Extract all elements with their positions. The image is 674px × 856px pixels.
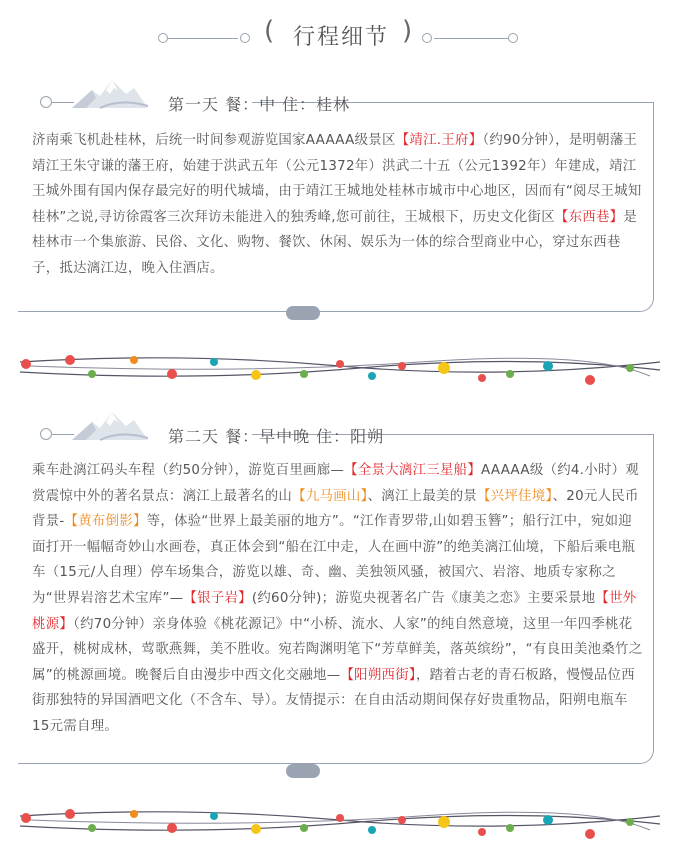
day-title: 第二天 餐：早中晚 住：阳朔 [168, 427, 385, 446]
highlight-place: 【黄布倒影】 [64, 514, 147, 530]
text-run: 济南乘飞机赴桂林，后统一时间参观游览国家AAAAA级景区 [32, 133, 396, 148]
text-run: 是桂林市一个集旅游、民俗、文化、购物、餐饮、休闲、娱乐为一体的综合型商业中心，穿过东西巷子，抵达漓江边，晚入住酒店。 [32, 209, 638, 276]
highlight-place: 【世外桃源】 [32, 590, 637, 632]
garland-divider [0, 348, 674, 388]
highlight-place: 【全景大漓江三星船】 [344, 463, 482, 478]
section-header [0, 14, 674, 60]
text-run: 、漓江上最美的景 [367, 488, 478, 504]
text-run: 乘车赴漓江码头车程（约50分钟），游览百里画廊— [32, 463, 345, 478]
highlight-place: 【银子岩】 [183, 590, 252, 606]
garland-divider [0, 802, 674, 842]
card-pill [286, 306, 320, 320]
highlight-place: 【东西巷】 [554, 209, 624, 225]
day-title: 第一天 餐：中 住：桂林 [168, 95, 351, 114]
header-dot-left-inner [240, 33, 250, 43]
header-open-paren: ( [264, 16, 275, 46]
day-description [32, 458, 644, 740]
text-run: (约60分钟)；游览央视著名广告《康美之恋》主要采景地 [251, 590, 596, 606]
highlight-place: 【阳朔西街】 [340, 667, 416, 683]
page-title: 行程细节 [292, 25, 389, 50]
text-run: 等，体验“世界上最美丽的地方”。“江作青罗带,山如碧玉簪”；船行江中，宛如迎面打开一幅幅奇妙山水画卷，真正体会到“船在江中走，人在画中游”的绝美漓江仙境，下船后乘电瓶车（15元/人自理）停车场集合，游览以雄、奇、幽、美独领风骚，被国穴、岩溶、地质专家称之为“世界岩溶艺术宝库”— [32, 514, 636, 606]
header-line-left [168, 38, 238, 39]
card-pill [286, 764, 320, 778]
text-run: ，踏着古老的青石板路，慢慢品位西街那独特的异国酒吧文化（不含车、导）。友情提示：在自由活动期间保存好贵重物品，阳朔电瓶车15元需自理。 [32, 667, 635, 734]
highlight-place: 【靖江.王府】 [395, 133, 483, 148]
day-section-2 [18, 408, 654, 778]
header-dot-right [508, 33, 518, 43]
header-close-paren: ) [402, 16, 413, 46]
day-description [32, 128, 644, 282]
day-section-1 [18, 78, 654, 328]
header-dot-left [158, 33, 168, 43]
text-run: AAAAA级（约4.小时）观赏震惊中外的著名景点：漓江上最著名的山 [32, 463, 640, 504]
text-run: 、20元人民币背景- [32, 488, 639, 530]
header-line-right [434, 38, 508, 39]
highlight-place: 【兴坪佳境】 [477, 488, 553, 504]
highlight-place: 【九马画山】 [292, 488, 368, 504]
header-dot-right-inner [422, 33, 432, 43]
text-run: （约90分钟），是明朝藩王靖江王朱守谦的藩王府，始建于洪武五年（公元1372年）洪武二十五（公元1392年）年建成，靖江王城外围有国内保存最完好的明代城墙，由于靖江王城地处桂林市城市中心地区，因而有“阅尽王城知桂林”之说,寻访徐霞客三次拜访未能进入的独秀峰,您可前往，王城根下，历史文化街区 [32, 133, 642, 225]
text-run: （约70分钟）亲身体验《桃花源记》中“小桥、流水、人家”的纯自然意境，这里一年四季桃花盛开，桃树成林，莺歌燕舞，美不胜收。宛若陶渊明笔下“芳草鲜美，落英缤纷”，“有良田美池桑竹之属”的桃源画境。晚餐后自由漫步中西文化交融地— [32, 616, 643, 683]
